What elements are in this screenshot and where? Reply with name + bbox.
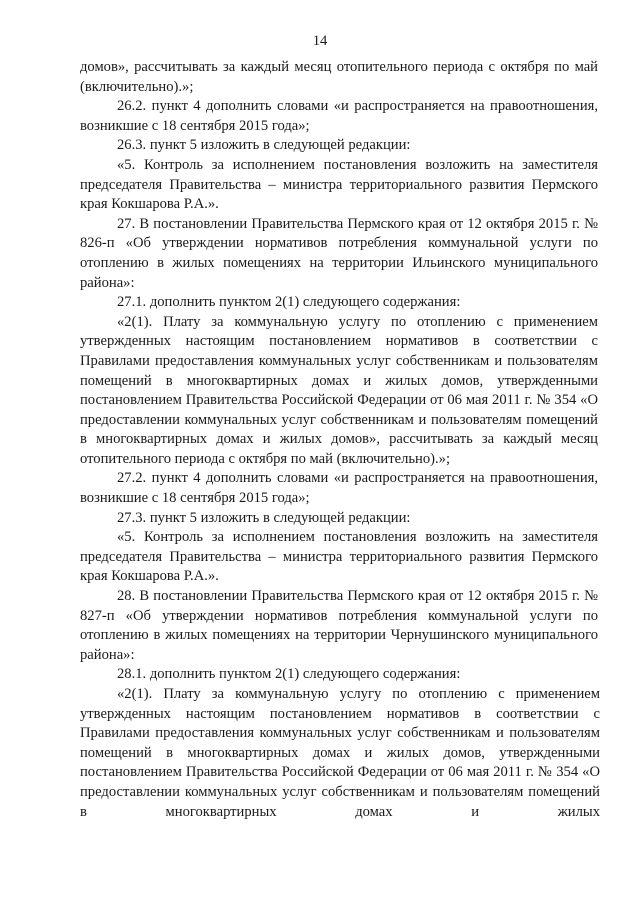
paragraph-28-1: 28.1. дополнить пунктом 2(1) следующего содержания: [117,666,461,683]
document-body [80,58,598,822]
paragraph-26-2: 26.2. пункт 4 дополнить словами «и распространяется на правоотношения, возникшие с 18 сентября 2015 года»; [80,98,598,134]
paragraph-27-1: 27.1. дополнить пунктом 2(1) следующего содержания: [117,294,461,311]
paragraph-27-2: 27.2. пункт 4 дополнить словами «и распространяется на правоотношения, возникшие с 18 сентября 2015 года»; [80,470,598,507]
paragraph-continuation: домов», рассчитывать за каждый месяц отопительного периода с октября по май (включительно).»; [80,59,598,95]
paragraph-27-1-quote: «2(1). Плату за коммунальную услугу по отоплению с применением утвержденных настоящим постановлением нормативов в соответствии с Правилами предоставления коммунальных услуг собственникам и пользователям помещений в многоквартирных домах и жилых домов, утвержденными постановлением Правительства Российской Федерации от 06 мая 2011 г. № 354 «О предоставлении коммунальных услуг собственникам и пользователям помещений в многоквартирных домах и жилых домов», рассчитывать за каждый месяц отопительного периода с октября по май (включительно).»; [80,313,598,467]
paragraph-27-3: 27.3. пункт 5 изложить в следующей редакции: [117,509,411,526]
paragraph-26-3: 26.3. пункт 5 изложить в следующей редакции: [117,137,411,154]
page-number: 14 [312,33,328,49]
paragraph-27-3-quote: «5. Контроль за исполнением постановления возложить на заместителя председателя Правительства – министра территориального развития Пермского края Кокшарова Р.А.». [80,529,598,585]
paragraph-27: 27. В постановлении Правительства Пермского края от 12 октября 2015 г. № 826-п «Об утверждении нормативов потребления коммунальной услуги по отоплению в жилых помещениях на территории Ильинского муниципального района»: [80,215,598,291]
paragraph-28: 28. В постановлении Правительства Пермского края от 12 октября 2015 г. № 827-п «Об утверждении нормативов потребления коммунальной услуги по отоплению в жилых помещениях на территории Чернушинского муниципального района»: [80,588,598,663]
paragraph-26-3-quote: «5. Контроль за исполнением постановления возложить на заместителя председателя Правительства – министра территориального развития Пермского края Кокшарова Р.А.». [80,156,598,213]
paragraph-28-1-quote: «2(1). Плату за коммунальную услугу по отоплению с применением утвержденных настоящим постановлением нормативов в соответствии с Правилами предоставления коммунальных услуг собственникам и пользователям помещений в многоквартирных домах и жилых домов, утвержденными постановлением Правительства Российской Федерации от 06 мая 2011 г. № 354 «О предоставлении коммунальных услуг собственникам и пользователям помещений в многоквартирных домах и жилых [80,686,600,820]
